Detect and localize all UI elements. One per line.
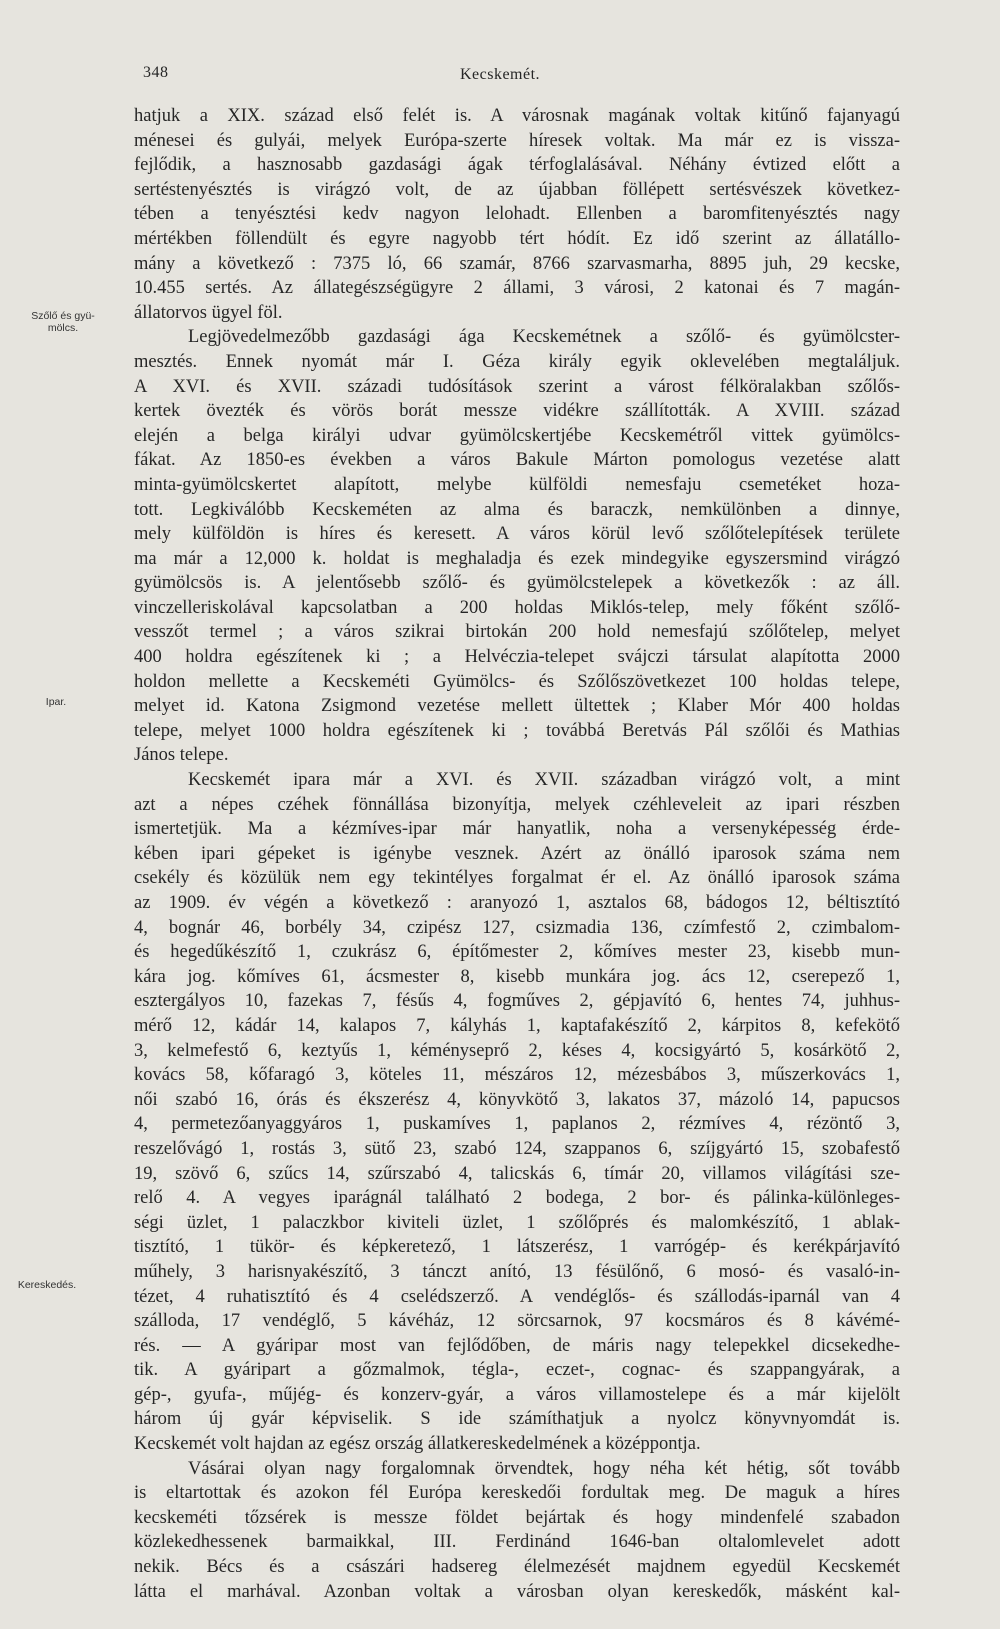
text-line: ségi üzlet, 1 palaczkbor kiviteli üzlet, 1 szőlőprés és malomkészítő, 1 ablak- <box>134 1212 900 1233</box>
text-line: fejlődik, a hasznosabb gazdasági ágak térfoglalásával. Néhány évtized előtt a <box>134 155 900 176</box>
text-line: rés. — A gyáripar most van fejlődőben, de máris nagy telepekkel dicsekedhe- <box>134 1335 900 1356</box>
text-line: is eltartottak és azokon fél Európa kereskedői fordultak meg. De maguk a híres <box>134 1483 900 1504</box>
margin-note-ipar: Ipar. <box>45 696 67 708</box>
text-line: műhely, 3 harisnyakészítő, 3 tánczt anító, 13 fésülőnő, 6 mosó- és vasaló-in- <box>134 1261 900 1282</box>
text-line: holdon mellette a Kecskeméti Gyümölcs- és Szőlőszövetkezet 100 holdas telepe, <box>134 671 900 692</box>
text-line: vesszőt termel ; a város szikrai birtokán 200 hold nemesfajú szőlőtelep, melyet <box>134 622 900 643</box>
text-line: kecskeméti tőzsérek is messze földet bejártak és hogy mindenfelé szabadon <box>134 1507 900 1528</box>
text-line: tézet, 4 ruhatisztító és 4 cselédszerző. A vendéglős- és szállodás-iparnál van 4 <box>134 1286 900 1307</box>
text-line: János telepe. <box>134 745 229 766</box>
text-line: sertéstenyésztés is virágzó volt, de az újabban föllépett sertésvészek következ- <box>134 179 900 200</box>
paragraph-start-line: Vásárai olyan nagy forgalomnak örvendtek, hogy néha két hétig, sőt tovább <box>188 1458 900 1479</box>
paragraph-start-line: Kecskemét ipara már a XVI. és XVII. században virágzó volt, a mint <box>188 770 900 791</box>
text-line: kára jog. kőmíves 61, ácsmester 8, kisebb munkára jog. ács 12, cserepező 1, <box>134 966 900 987</box>
text-line: mérő 12, kádár 14, kalapos 7, kályhás 1, kaptafakészítő 2, kárpitos 8, kefekötő <box>134 1015 900 1036</box>
text-line: elején a belga királyi udvar gyümölcskertjébe Kecskemétről vittek gyümölcs- <box>134 425 900 446</box>
page-number: 348 <box>143 64 169 81</box>
text-line: azt a népes czéhek fönnállása bizonyítja, melyek czéhleveleit az ipari részben <box>134 794 900 815</box>
text-line: 10.455 sertés. Az állategészségügyre 2 állami, 3 városi, 2 katonai és 7 magán- <box>134 278 900 299</box>
body-text <box>134 104 900 1629</box>
text-line: gyümölcsös is. A jelentősebb szőlő- és gyümölcstelepek a következők : az áll. <box>134 573 900 594</box>
text-line <box>134 1604 900 1629</box>
text-line: relő 4. A vegyes iparágnál található 2 bodega, 2 bor- és pálinka-különleges- <box>134 1188 900 1209</box>
text-line: látta el marhával. Azonban voltak a városban olyan kereskedők, másként kal- <box>134 1581 900 1602</box>
text-line: nekik. Bécs és a császári hadsereg élelmezését majdnem egyedül Kecskemét <box>134 1557 900 1578</box>
text-line: tisztító, 1 tükör- és képkeretező, 1 látszerész, 1 varrógép- és kerékpárjavító <box>134 1237 900 1258</box>
text-line: gép-, gyufa-, műjég- és konzerv-gyár, a város villamostelepe és a már kijelölt <box>134 1384 900 1405</box>
text-line: három új gyár képviselik. S ide számíthatjuk a nyolcz könyvnyomdát is. <box>134 1409 900 1430</box>
text-line: mértékben föllendült és egyre nagyobb tért hódít. Ez idő szerint az állatállo- <box>134 228 900 249</box>
text-line: állatorvos ügyel föl. <box>134 302 283 323</box>
text-line: az 1909. év végén a következő : aranyozó 1, asztalos 68, bádogos 12, béltisztító <box>134 893 900 913</box>
text-line: kében ipari gépeket is igénybe vesznek. Azért az önálló iparosok száma nem <box>134 843 900 864</box>
text-line: ma már a 12,000 k. holdat is meghaladja és ezek mindegyike egyszersmind virágzó <box>134 548 900 569</box>
text-line: esztergályos 10, fazekas 7, fésűs 4, fogműves 2, gépjavító 6, hentes 74, juhhus- <box>134 991 900 1012</box>
text-line: csekély és közülük nem egy tekintélyes forgalmat ér el. Az önálló iparosok száma <box>134 868 900 889</box>
text-line: reszelővágó 1, rostás 3, sütő 23, szabó 124, szappanos 6, szíjgyártó 15, szobafestő <box>134 1138 900 1159</box>
text-line: ménesei és gulyái, melyek Európa-szerte híresek voltak. Ma már ez is vissza- <box>134 130 900 151</box>
text-line: tott. Legkiválóbb Kecskeméten az alma és baraczk, nemkülönben a dinnye, <box>134 499 900 520</box>
text-line: közlekedhessenek barmaikkal, III. Ferdinánd 1646-ban oltalomlevelet adott <box>134 1532 900 1553</box>
text-line: mány a következő : 7375 ló, 66 szamár, 8766 szarvasmarha, 8895 juh, 29 kecske, <box>134 253 900 274</box>
text-line: minta-gyümölcskertet alapított, melybe külföldi nemesfaju csemetéket hoza- <box>134 474 900 495</box>
text-line: szálloda, 17 vendéglő, 5 kávéház, 12 sörcsarnok, 97 kocsmáros és 8 kávémé- <box>134 1311 900 1332</box>
text-line: mely külföldön is híres és keresett. A város körül levő szőlőtelepítések területe <box>134 524 900 545</box>
text-line: melyet id. Katona Zsigmond vezetése mellett ültettek ; Klaber Mór 400 holdas <box>134 696 900 717</box>
text-line: fákat. Az 1850-es években a város Bakule Márton pomologus vezetése alatt <box>134 450 900 471</box>
margin-note-szolo: Szőlő és gyü- mölcs. <box>31 310 95 334</box>
running-title: Kecskemét. <box>459 66 541 83</box>
text-line: női szabó 16, órás és ékszerész 4, könyvkötő 3, lakatos 37, mázoló 14, papucsos <box>134 1089 900 1110</box>
text-line: kertek övezték és vörös borát messze vidékre szállították. A XVIII. század <box>134 401 900 422</box>
text-line: kovács 58, kőfaragó 3, köteles 11, mészáros 12, mézesbábos 3, műszerkovács 1, <box>134 1065 900 1086</box>
text-line: 3, kelmefestő 6, keztyűs 1, kéményseprő 2, késes 4, kocsigyártó 5, kosárkötő 2, <box>134 1040 900 1061</box>
text-line: vinczelleriskolával kapcsolatban a 200 holdas Miklós-telep, mely főként szőlő- <box>134 597 900 618</box>
text-line: 4, bognár 46, borbély 34, czipész 127, csizmadia 136, czímfestő 2, czimbalom- <box>134 917 900 938</box>
text-line: hatjuk a XIX. század első felét is. A városnak magának voltak kitűnő fajanyagú <box>134 106 900 126</box>
text-line: tik. A gyáripart a gőzmalmok, tégla-, eczet-, cognac- és szappangyárak, a <box>134 1360 900 1381</box>
paragraph-start-line: Legjövedelmezőbb gazdasági ága Kecskemétnek a szőlő- és gyümölcster- <box>188 327 900 348</box>
text-line: és hegedűkészítő 1, czukrász 6, építőmester 2, kőmíves mester 23, kisebb mun- <box>134 942 900 963</box>
text-line: ismertetjük. Ma a kézmíves-ipar már hanyatlik, noha a versenyképesség érde- <box>134 819 900 840</box>
text-line: telepe, melyet 1000 holdra egészítenek ki ; továbbá Beretvás Pál szőlői és Mathias <box>134 720 900 741</box>
margin-note-kereskedes: Kereskedés. <box>17 1279 77 1291</box>
text-line: 400 holdra egészítenek ki ; a Helvéczia-telepet svájczi társulat alapította 2000 <box>134 647 900 668</box>
text-line: 4, permetezőanyaggyáros 1, puskamíves 1, paplanos 2, rézmíves 4, rézöntő 3, <box>134 1114 900 1135</box>
text-line: A XVI. és XVII. századi tudósítások szerint a várost félköralakban szőlős- <box>134 376 900 397</box>
text-line: tében a tenyésztési kedv nagyon lelohadt. Ellenben a baromfitenyésztés nagy <box>134 204 900 225</box>
text-line: Kecskemét volt hajdan az egész ország állatkereskedelmének a középpontja. <box>134 1434 701 1455</box>
text-line: mesztés. Ennek nyomát már I. Géza király egyik oklevelében megtaláljuk. <box>134 351 900 372</box>
text-line: 19, szövő 6, szűcs 14, szűrszabó 4, talicskás 6, tímár 20, villamos világítási sze- <box>134 1163 900 1184</box>
